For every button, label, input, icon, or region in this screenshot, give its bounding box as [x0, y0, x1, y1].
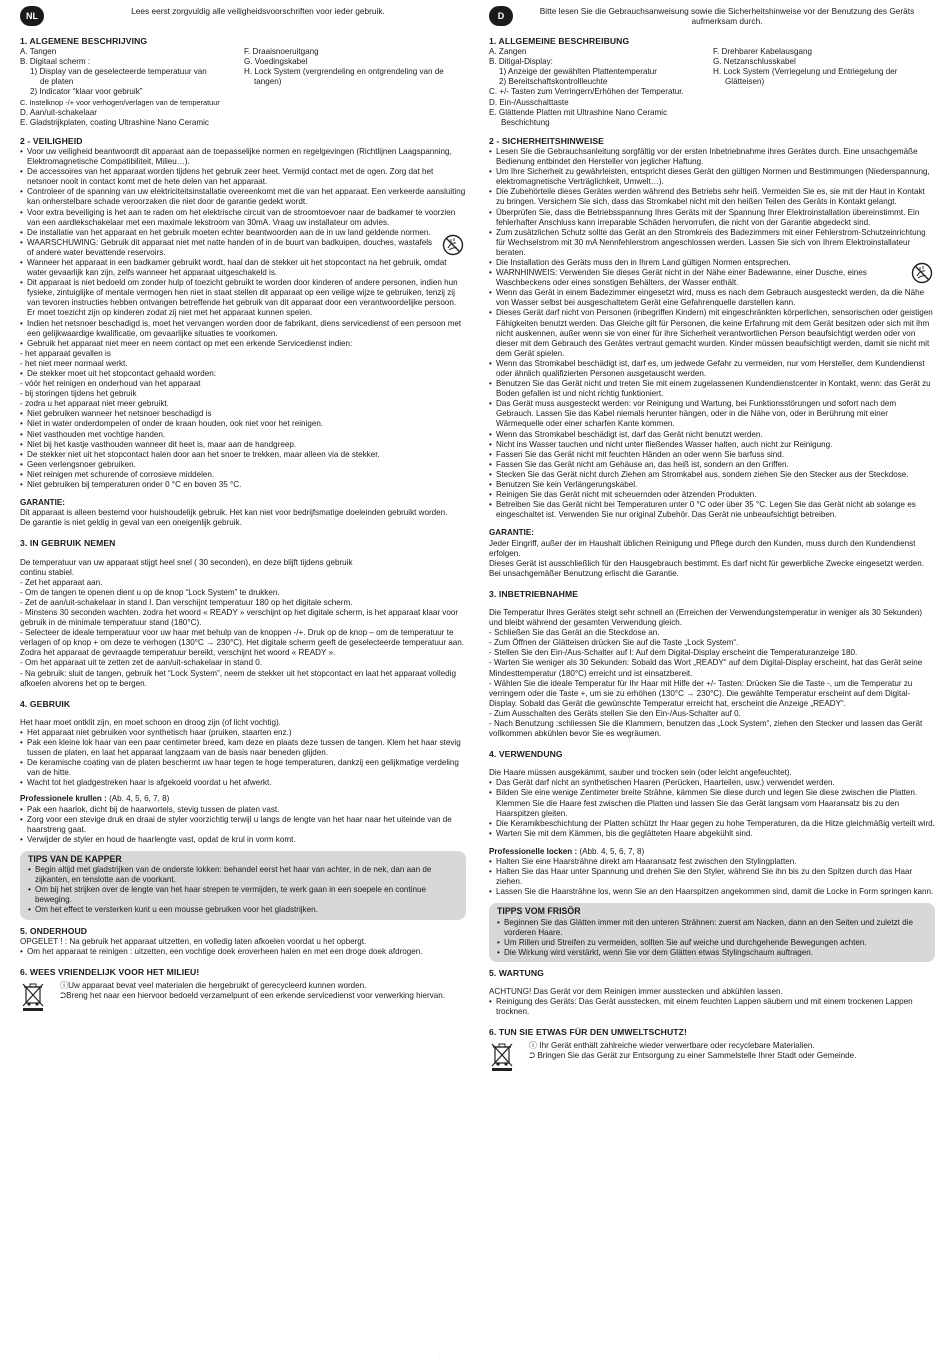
list-item: • Reinigen Sie das Gerät nicht mit scheuernden oder ätzenden Produkten. [489, 490, 935, 500]
maintenance-list [489, 997, 935, 1017]
language-badge-de: D [489, 6, 513, 26]
desc-item: G. Netzanschlusskabel [713, 57, 796, 67]
desc-item: E. Gladstrijkplaten, coating Ultrashine Nano Ceramic [20, 117, 209, 127]
list-item: • Fassen Sie das Gerät nicht am Gehäuse an, das heiß ist, sondern an den Griffen. [489, 460, 935, 470]
tips-list [28, 865, 458, 915]
guarantee-title: GARANTIE: [489, 528, 534, 538]
list-item: • Lesen Sie die Gebrauchsanleitung sorgfältig vor der ersten Inbetriebnahme ihres Gerätes durch. Eine unsachgemäße Bedienung entbindet den Hersteller von jeglicher Haftung. [489, 147, 935, 167]
list-item: • Fassen Sie das Gerät nicht mit feuchten Händen an oder wenn Sie barfuss sind. [489, 450, 935, 460]
list-item: • Om bij het strijken over de lengte van het haar strepen te vermijden, te werk gaan in een soepele en continue beweging. [28, 885, 458, 905]
list-item: • Dit apparaat is niet bedoeld om zonder hulp of toezicht gebruikt te worden door kinderen of andere personen, indien hun fysieke, zintuiglijke of mentale vermogen hen niet in staat stellen dit apparaat op een veilige wijze te gebruiken, tenzij zij van tevoren instructies hebben ontvangen betreffende het gebruik van dit apparaat door een verantwoordelijke persoon. Er moet toezicht zijn op kinderen zodat zij niet met het apparaat kunnen spelen. [20, 278, 466, 318]
section-title: 5. ONDERHOUD [20, 925, 88, 936]
list-item: • Lassen Sie die Haarsträhne los, wenn Sie an den Haarspitzen angekommen sind, damit die Locke in Form springen kann. [489, 887, 935, 897]
dash-item: - zodra u het apparaat niet meer gebruikt. [20, 399, 169, 409]
list-item: • Het apparaat niet gebruiken voor synthetisch haar (pruiken, staarten enz.) [20, 728, 466, 738]
list-item: • Geen verlengsnoer gebruiken. [20, 460, 466, 470]
paragraph: Het haar moet ontklit zijn, en moet schoon en droog zijn (of licht vochtig). [20, 717, 281, 727]
desc-item: de platen [40, 77, 74, 87]
section-title: 1. ALLGEMEINE BESCHREIBUNG [489, 36, 630, 46]
list-item: • Indien het netsnoer beschadigd is, moet het vervangen worden door de fabrikant, diens servicedienst of een persoon met een gelijkwaardige kwalificatie, om gevaarlijke situaties te voorkomen. [20, 319, 466, 339]
paragraph: ACHTUNG! Das Gerät vor dem Reinigen immer ausstecken und abkühlen lassen. [489, 986, 783, 996]
environment-block [20, 981, 466, 1011]
list-item: • De accessoires van het apparaat worden tijdens het gebruik zeer heet. Vermijd contact met de ogen. Zorg dat het netsnoer nooit in contact komt met de hete delen van het apparaat. [20, 167, 466, 187]
list-item: • Wenn das Stromkabel beschädigt ist, darf es, um jedwede Gefahr zu vermeiden, nur vom Hersteller, dem Kundendienst oder ähnlich qualifizierten Personen ausgetauscht werden. [489, 359, 935, 379]
list-item: • Betreiben Sie das Gerät nicht bei Temperaturen unter 0 °C oder über 35 °C. Legen Sie das Gerät nicht ab solange es eingeschaltet ist. Verwenden Sie nur original Zubehör. Das Gerät nie unbeaufsichtigt betreiben. [489, 500, 935, 520]
guarantee-line: Dieses Gerät ist ausschließlich für den Hausgebrauch bestimmt. Es darf nicht für gewerbliche Zwecke eingesetzt werden. [489, 558, 925, 568]
desc-item: A. Zangen [489, 47, 527, 57]
list-item: • Zorg voor een stevige druk en draai de styler voorzichtig terwijl u langs de lengte van het haar naar het uiteinde van de haarstreng gaat. [20, 815, 466, 835]
desc-item: 2) Bereitschaftskontrollleuchte [499, 77, 608, 87]
no-water-hands-icon [911, 262, 933, 284]
tips-title: TIPPS VOM FRISÖR [497, 906, 581, 917]
curls-title: Professionele krullen : [20, 794, 107, 804]
list-item: • Die Zubehörteile dieses Gerätes werden während des Betriebs sehr heiß. Vermeiden Sie es, sie mit der Haut in Kontakt zu bringen. Versichern Sie sich, dass das Stromkabel nicht mit den heißen Teilen des Geräts in Kontakt gelangt. [489, 187, 935, 207]
desc-item: 1) Display van de geselecteerde temperatuur van [30, 67, 207, 77]
step: - Nach Benutzung :schliessen Sie die Klammern, benutzen das „Lock System“, ziehen den Stecker und lassen das Gerät vollkommen abkühlen bevor Sie es wegräumen. [489, 719, 923, 739]
desc-item: tangen) [254, 77, 282, 87]
step: - Om de tangen te openen dient u op de knop “Lock System” te drukken. [20, 587, 280, 597]
curls-list [489, 857, 935, 897]
list-item: • Voor extra beveiliging is het aan te raden om het elektrische circuit van de stroomtoevoer naar de badkamer te voorzien van een aardlekschakelaar met een maximale lekstroom van 30mA. Vraag uw installateur om advies. [20, 208, 466, 228]
dash-item: - het niet meer normaal werkt. [20, 358, 128, 368]
desc-item: H. Lock System (vergrendeling en ontgrendeling van de [244, 67, 444, 77]
list-item: • Niet vasthouden met vochtige handen. [20, 430, 466, 440]
column-dutch [20, 6, 466, 1011]
list-item: • Die Wirkung wird verstärkt, wenn Sie vor dem Glätten etwas Stylingschaum auftragen. [497, 948, 927, 958]
list-item: • Pak een haarlok, dicht bij de haarwortels, stevig tussen de platen vast. [20, 805, 466, 815]
desc-item: D. Aan/uit-schakelaar [20, 107, 97, 117]
usage-list [489, 778, 935, 839]
list-item: • Verwijder de styler en houd de haarlengte vast, opdat de krul in vorm komt. [20, 835, 466, 845]
step: - Om het apparaat uit te zetten zet de aan/uit-schakelaar in stand 0. [20, 658, 263, 668]
list-item: • Die Keramikbeschichtung der Platten schützt Ihr Haar gegen zu hohe Temperaturen, da die Hitze gleichmäßig verteilt wird. [489, 819, 935, 829]
paragraph: OPGELET ! : Na gebruik het apparaat uitzetten, en volledig laten afkoelen voordat u het opbergt. [20, 936, 367, 946]
env-line: ⮊Breng het naar een hiervoor bedoeld verzamelpunt of een erkende servicedienst voor verwerking hiervan. [60, 990, 445, 1000]
step: - Zet het apparaat aan. [20, 577, 103, 587]
page-footer-mark: . [439, 1351, 441, 1357]
language-badge-nl: NL [20, 6, 44, 26]
step: - Selecteer de ideale temperatuur voor uw haar met behulp van de knoppen -/+. Druk op de knop – om de temperatuur te verlagen of op knop + om deze te verhogen (130°C → 230°C). Het digitale scherm geeft de geselecteerde temperatuur aan. Zodra het apparaat de gevraagde temperatuur bereikt, verschijnt het woord « READY ». [20, 628, 465, 658]
guarantee-line: Jeder Eingriff, außer der im Haushalt üblichen Reinigung und Pflege durch den Kunden, muss durch den Kundendienst erfolgen. [489, 538, 916, 558]
list-item: • Um Rillen und Streifen zu vermeiden, sollten Sie auf weiche und durchgehende Bewegungen achten. [497, 938, 927, 948]
desc-item: F. Drehbarer Kabelausgang [713, 47, 812, 57]
section-title: 1. ALGEMENE BESCHRIJVING [20, 36, 148, 46]
list-item: • Niet gebruiken bij temperaturen onder 0 °C en boven 35 °C. [20, 480, 466, 490]
list-item: • Nicht ins Wasser tauchen und nicht unter fließendes Wasser halten, auch nicht zur Reinigung. [489, 440, 935, 450]
step: - Stellen Sie den Ein-/Aus-Schalter auf I: Auf dem Digital-Display erscheint die Temperaturanzeige 180. [489, 648, 858, 658]
curls-ref: (Abb. 4, 5, 6, 7, 8) [579, 846, 645, 856]
list-item [489, 268, 935, 288]
safety-list [489, 147, 935, 520]
list-item: • De stekker niet uit het stopcontact halen door aan het snoer te trekken, maar alleen via de stekker. [20, 450, 466, 460]
list-item: • De keramische coating van de platen beschermt uw haar tegen te hoge temperaturen, dankzij een gelijkmatige verdeling van de hitte. [20, 758, 466, 778]
list-item: • Om het effect te versterken kunt u een mousse gebruiken voor het gladstrijken. [28, 905, 458, 915]
desc-item: G. Voedingskabel [244, 57, 308, 67]
curls-list [20, 805, 466, 845]
list-item: • Niet in water onderdompelen of onder de kraan houden, ook niet voor het reinigen. [20, 419, 466, 429]
list-item: • Um Ihre Sicherheit zu gewährleisten, entspricht dieses Gerät den gültigen Normen und Bestimmungen (Niederspannung, elektromagnetische Verträglichkeit, Umwelt…). [489, 167, 935, 187]
tips-title: TIPS VAN DE KAPPER [28, 853, 122, 864]
tips-box [20, 851, 466, 920]
tips-box [489, 903, 935, 961]
intro-de: Bitte lesen Sie die Gebrauchsanweisung sowie die Sicherheitshinweise vor der Benutzung des Geräts aufmerksam durch. [539, 6, 915, 26]
list-item: • Niet bij het kastje vasthouden wanneer dit heet is, maar aan de handgreep. [20, 440, 466, 450]
no-water-hands-icon [442, 234, 464, 256]
section-title: 4. VERWENDUNG [489, 749, 563, 760]
step: - Minstens 30 seconden wachten. zodra het woord « READY » verschijnt op het digitale scherm, is het apparaat klaar voor gebruik in de minimale temperatuur stand (180°C). [20, 607, 459, 628]
intro-nl: Lees eerst zorgvuldig alle veiligheidsvoorschriften voor ieder gebruik. [131, 6, 385, 16]
dash-item: - vóór het reinigen en onderhoud van het apparaat [20, 379, 201, 389]
curls-title-row [20, 794, 466, 804]
section-title: 6. TUN SIE ETWAS FÜR DEN UMWELTSCHUTZ! [489, 1027, 687, 1038]
paragraph: Die Temperatur Ihres Gerätes steigt sehr schnell an (Erreichen der Verwendungstemperatur in weniger als 30 Sekunden) und bleibt während der gesamten Verwendung gleich. [489, 607, 923, 628]
step: - Zum Öffnen der Glätteisen drücken Sie auf die Taste „Lock System“. [489, 638, 739, 648]
section-title: 2 - SICHERHEITSHINWEISE [489, 135, 604, 146]
list-item: • Reinigung des Geräts: Das Gerät ausstecken, mit einem feuchten Lappen säubern und mit einem trockenen Lappen trocknen. [489, 997, 935, 1017]
warning-text: WARNHINWEIS: Verwenden Sie dieses Gerät nicht in der Nähe einer Badewanne, einer Dusche, eines Waschbeckens oder eines sonstigen Behälters, der Wasser enthält. [496, 268, 867, 288]
list-item: • Bilden Sie eine wenige Zentimeter breite Strähne, kämmen Sie diese durch und legen Sie diese zwischen die Platten. Klemmen Sie die Haare fest zwischen die Platten und lassen Sie das Gerät langsam vom Haaransatz bis zu den Haarspitzen gleiten. [489, 788, 935, 818]
env-line: ⮊ Bringen Sie das Gerät zur Entsorgung zu einer Sammelstelle Ihrer Stadt oder Gemeinde. [529, 1051, 857, 1061]
list-item: • Niet gebruiken wanneer het netsnoer beschadigd is [20, 409, 466, 419]
list-item: • Controleer of de spanning van uw elektriciteitsinstallatie overeenkomt met die van het apparaat. Een verkeerde aansluiting kan onherstelbare schade veroorzaken die niet door de garantie gedekt wordt. [20, 187, 466, 207]
safety-list-2 [20, 369, 466, 379]
desc-item: C. Instelknop -/+ voor verhogen/verlagen van de temperatuur [20, 97, 220, 107]
desc-item: C. +/- Tasten zum Verringern/Erhöhen der Temperatur. [489, 87, 684, 97]
list-item: • Begin altijd met gladstrijken van de onderste lokken: behandel eerst het haar van achter, in de nek, dan aan de zijkanten, en tenslotte aan de voorkant. [28, 865, 458, 885]
step: - Schließen Sie das Gerät an die Steckdose an. [489, 628, 660, 638]
list-item: • Pak een kleine lok haar van een paar centimeter breed, kam deze en plaats deze tussen de tangen. Klem het haar stevig tussen de platen, en laat het apparaat langzaam van de basis naar beneden glijden. [20, 738, 466, 758]
curls-title: Professionelle locken : [489, 846, 578, 856]
section-title: 6. WEES VRIENDELIJK VOOR HET MILIEU! [20, 966, 200, 977]
curls-title-row [489, 847, 935, 857]
warning-text: WAARSCHUWING: Gebruik dit apparaat niet met natte handen of in de buurt van badkuipen, douches, wastafels of andere water bevattende reservoirs. [27, 237, 433, 257]
guarantee-title: GARANTIE: [20, 498, 65, 508]
env-line: ⓘ Ihr Gerät enthält zahlreiche wieder verwertbare oder recyclebare Materialien. [529, 1041, 815, 1051]
description-list [489, 47, 935, 128]
maintenance-list [20, 947, 466, 957]
list-item: • Dieses Gerät darf nicht von Personen (inbegriffen Kindern) mit eingeschränkten körperlichen, sensorischen oder geistigen Fähigkeiten benutzt werden. Das Gleiche gilt für Personen, die keine Erfahrung mit dem Gerät besitzen oder sich mit ihm nicht auskennen, außer wenn sie von einer für ihre Sicherheit verantwortlichen Person beaufsichtigt werden oder von dieser mit dem Gebrauch des Gerätes vertraut gemacht wurden. Kinder müssen beaufsichtigt werden, damit sie nicht mit dem Gerät spielen. [489, 308, 935, 358]
desc-item: D. Ein-/Ausschalttaste [489, 97, 569, 107]
section-title: 4. GEBRUIK [20, 698, 71, 709]
desc-item: A. Tangen [20, 47, 57, 57]
safety-list [20, 147, 466, 349]
guarantee-line: Dit apparaat is alleen bestemd voor huishoudelijk gebruik. Het kan niet voor bedrijfsmatige doeleinden gebruikt worden. [20, 508, 448, 518]
list-item: • Warten Sie mit dem Kämmen, bis die geglätteten Haare abgekühlt sind. [489, 829, 935, 839]
list-item: • De installatie van het apparaat en het gebruik moeten echter beantwoorden aan de in uw land geldende normen. [20, 228, 466, 238]
list-item [20, 238, 466, 258]
crossed-bin-icon [20, 981, 46, 1011]
tips-list [497, 918, 927, 958]
step: - Zet de aan/uit-schakelaar in stand I. Dan verschijnt temperatuur 180 op het digitale scherm. [20, 597, 353, 607]
list-item: • Benutzen Sie kein Verlängerungskabel. [489, 480, 935, 490]
desc-item: F. Draaisnoeruitgang [244, 47, 319, 57]
list-item: • Om het apparaat te reinigen : uitzetten, een vochtige doek eroverheen halen en met een droge doek afdrogen. [20, 947, 466, 957]
list-item: • Stecken Sie das Gerät nicht durch Ziehen am Stromkabel aus, sondern ziehen Sie den Stecker aus der Steckdose. [489, 470, 935, 480]
desc-item: 2) Indicator “klaar voor gebruik” [30, 87, 143, 97]
guarantee-line: De garantie is niet geldig in geval van een oneigenlijk gebruik. [20, 518, 242, 528]
crossed-bin-icon [489, 1041, 515, 1071]
desc-item: B. Digitaal scherm : [20, 57, 91, 67]
list-item: • Die Installation des Geräts muss den in Ihrem Land gültigen Normen entsprechen. [489, 258, 935, 268]
description-list [20, 47, 466, 128]
header-de [489, 6, 935, 30]
paragraph: Die Haare müssen ausgekämmt, sauber und trocken sein (oder leicht angefeuchtet). [489, 768, 792, 778]
header-nl [20, 6, 466, 30]
safety-list-3 [20, 409, 466, 490]
list-item: • Überprüfen Sie, dass die Betriebsspannung Ihres Geräts mit der Spannung Ihrer Elektroinstallation übereinstimmt. Ein fehlerhafter Anschluss kann irreparable Schäden hervorrufen, die nicht von der Garantie abgedeckt sind. [489, 208, 935, 228]
section-title: 2 - VEILIGHEID [20, 135, 83, 146]
section-title: 3. IN GEBRUIK NEMEN [20, 538, 116, 549]
step: - Na gebruik: sluit de tangen, gebruik het “Lock System”, neem de stekker uit het stopcontact en laat het apparaat volledig afkoelen alvorens het op te bergen. [20, 668, 456, 688]
list-item: • Wacht tot het gladgestreken haar is afgekoeld voordat u het afwerkt. [20, 778, 466, 788]
column-german [489, 6, 935, 1071]
list-item: • Das Gerät darf nicht an synthetischen Haaren (Perücken, Haarteilen, usw.) verwendet werden. [489, 778, 935, 788]
section-title: 3. INBETRIEBNAHME [489, 588, 579, 599]
curls-ref: (Ab. 4, 5, 6, 7, 8) [109, 794, 170, 804]
step: - Wählen Sie die ideale Temperatur für Ihr Haar mit Hilfe der +/- Tasten: Drücken Sie die Taste -, um die Temperatur zu verringern oder die Taste +, um sie zu erhöhen (130°C → 230°C). Die gewählte Temperatur erscheint auf dem Digital-Display. Sobald das Gerät die gewünschte Temperatur erreicht hat, erscheint die Anzeige „READY“. [489, 678, 913, 708]
list-item: • Wenn das Gerät in einem Badezimmer eingesetzt wird, muss es nach dem Gebrauch ausgesteckt werden, da die Nähe von Wasser selbst bei ausgeschaltetem Gerät eine Gefahrenquelle darstellen kann. [489, 288, 935, 308]
section-title: 5. WARTUNG [489, 967, 544, 978]
list-item: • Wenn das Stromkabel beschädigt ist, darf das Gerät nicht benutzt werden. [489, 430, 935, 440]
guarantee-line: Bei unsachgemäßer Benutzung erlischt die Garantie. [489, 568, 679, 578]
list-item: • Beginnen Sie das Glätten immer mit den unteren Strähnen: zuerst am Nacken, dann an den Seiten und zuletzt die vorderen Haare. [497, 918, 927, 938]
paragraph: De temperatuur van uw apparaat stijgt heel snel ( 30 seconden), en deze blijft tijdens gebruik continu stabiel. [20, 557, 353, 577]
desc-item: E. Glättende Platten mit Ultrashine Nano Ceramic Beschichtung [489, 107, 668, 127]
dash-item: - bij storingen tijdens het gebruik [20, 389, 137, 399]
dash-item: - het apparaat gevallen is [20, 348, 111, 358]
list-item: • Niet reinigen met schurende of corrosieve middelen. [20, 470, 466, 480]
env-line: ⓘUw apparaat bevat veel materialen die hergebruikt of gerecycleerd kunnen worden. [60, 980, 367, 990]
step: - Zum Ausschalten des Geräts stellen Sie den Ein-/Aus-Schalter auf 0. [489, 708, 741, 718]
list-item: • Zum zusätzlichen Schutz sollte das Gerät an den Stromkreis des Badezimmers mit einer Fehlerstrom-Schutzeinrichtung für Wechselstrom mit 30 mA Nennfehlerstrom angeschlossen werden. Lassen Sie sich von Ihrem Elektroinstallateur beraten. [489, 228, 935, 258]
usage-list [20, 728, 466, 789]
list-item: • Halten Sie eine Haarsträhne direkt am Haaransatz fest zwischen den Stylingplatten. [489, 857, 935, 867]
list-item: • Benutzen Sie das Gerät nicht und treten Sie mit einem zugelassenen Kundendienstcenter in Kontakt, wenn: das Gerät zu Boden gefallen ist und nicht richtig funktioniert. [489, 379, 935, 399]
list-item: • Das Gerät muss ausgesteckt werden: vor Reinigung und Wartung, bei Funktionsstörungen und sofort nach dem Gebrauch. Lassen Sie das Kabel niemals herunter hängen, oder in die Nähe von, oder in Berührung mit einer Wärmequelle oder einer scharfen Kante kommen. [489, 399, 935, 429]
list-item: • De stekker moet uit het stopcontact gehaald worden: [20, 369, 466, 379]
list-item: • Halten Sie das Haar unter Spannung und drehen Sie den Styler, während Sie ihn bis zu den Spitzen durch das Haar ziehen. [489, 867, 935, 887]
step: - Warten Sie weniger als 30 Sekunden: Sobald das Wort „READY“ auf dem Digital-Display erscheint, hat das Gerät seine Mindesttemperatur (180°C) erreicht und ist einsatzbereit. [489, 658, 923, 678]
list-item: • Voor uw veiligheid beantwoordt dit apparaat aan de toepasselijke normen en regelgevingen (Richtlijnen Laagspanning, Elektromagnetische Compatibiliteit, Milieu…). [20, 147, 466, 167]
desc-item: H. Lock System (Verriegelung und Entriegelung der Glätteisen) [713, 67, 898, 87]
list-item: • Gebruik het apparaat niet meer en neem contact op met een erkende Servicedienst indien: [20, 339, 466, 349]
list-item: • Wanneer het apparaat in een badkamer gebruikt wordt, haal dan de stekker uit het stopcontact na het gebruik, omdat water gevaarlijk kan zijn, zelfs wanneer het apparaat uitgeschakeld is. [20, 258, 466, 278]
environment-block [489, 1041, 935, 1071]
desc-item: B. Ditigal-Display: [489, 57, 553, 67]
desc-item: 1) Anzeige der gewählten Plattentemperatur [499, 67, 657, 77]
